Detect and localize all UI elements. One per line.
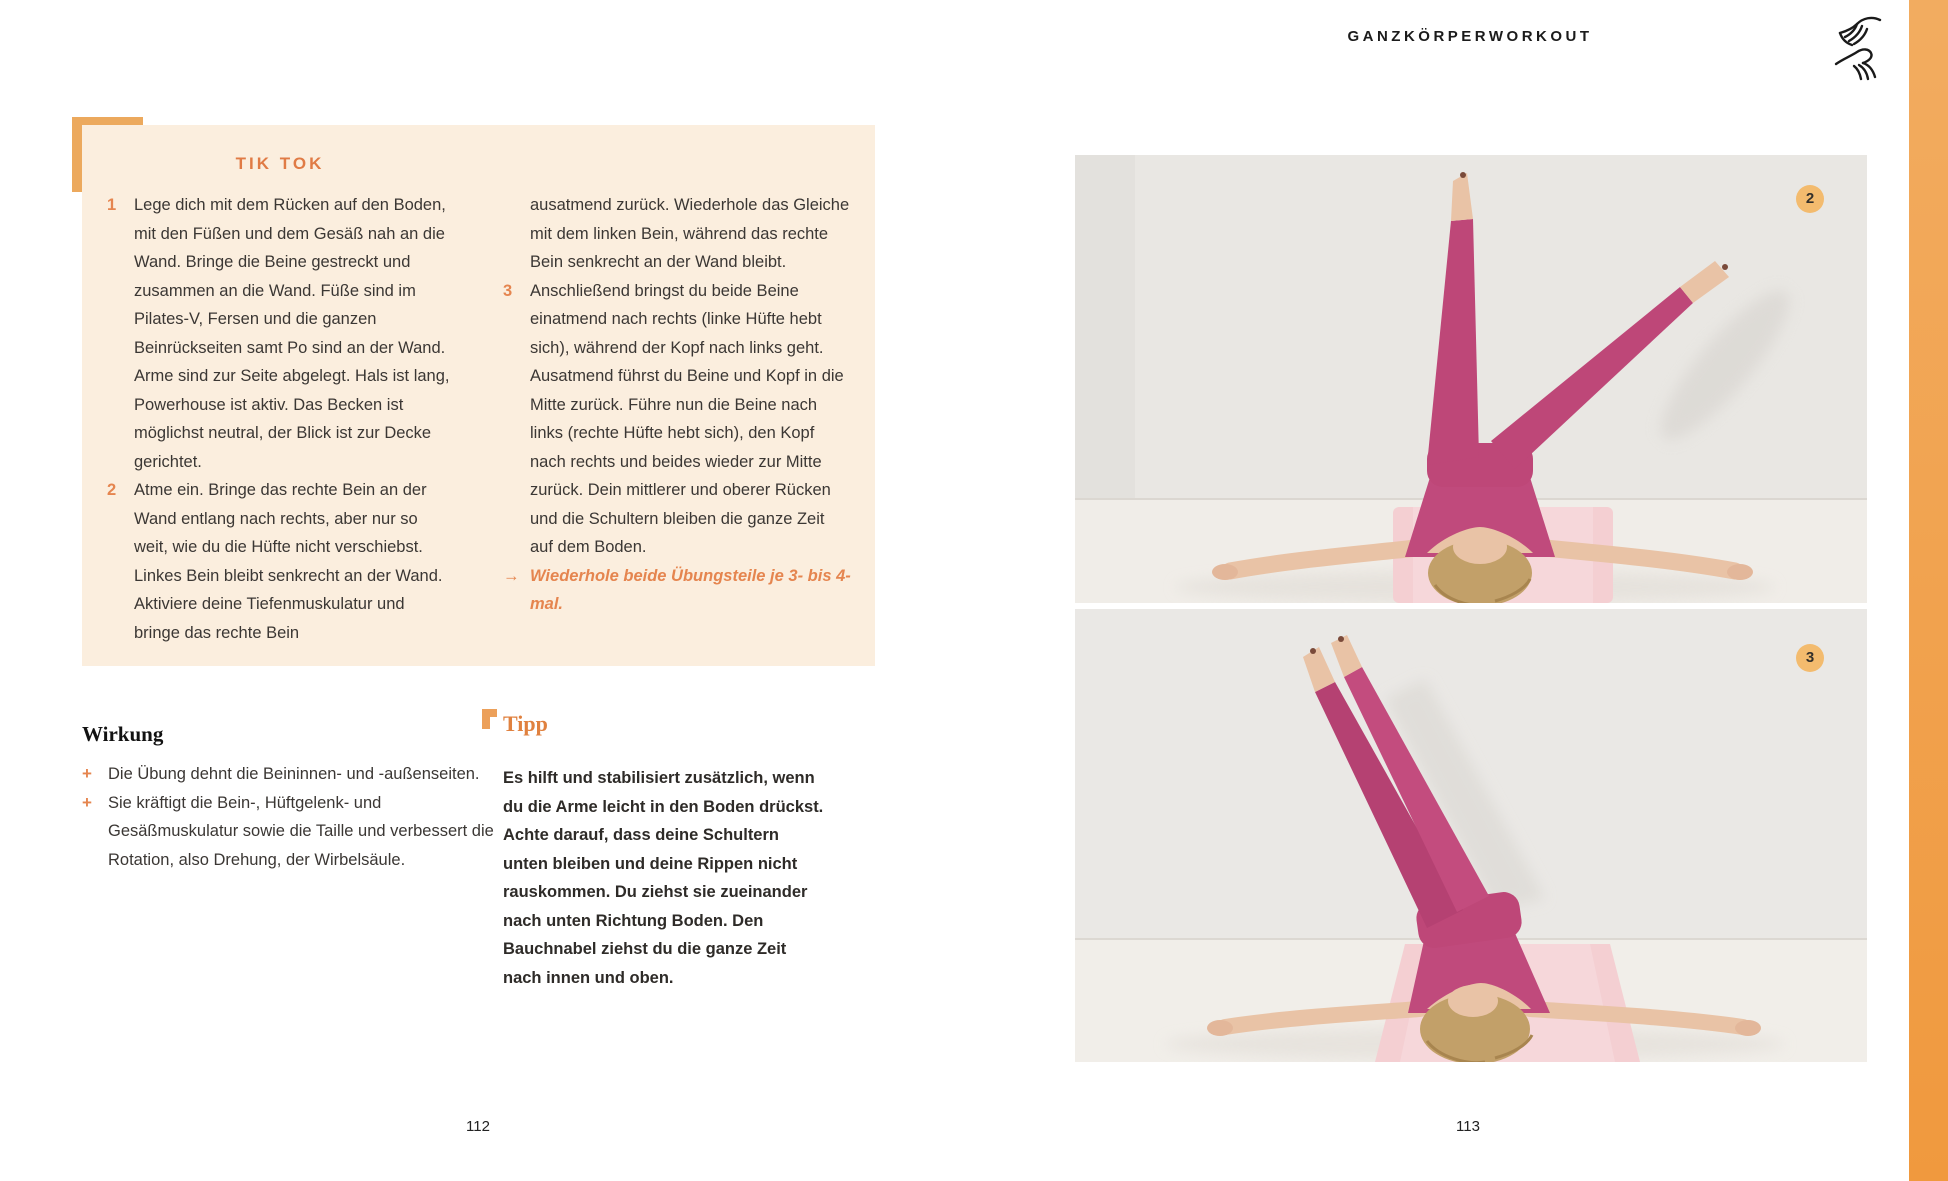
face — [1453, 530, 1507, 564]
tip-text: Es hilft und stabilisiert zusätzlich, wenn du die Arme leicht in den Boden drückst. Achte darauf, dass deine Schultern unten bleiben und deine Rippen nicht rauskommen. Du ziehst sie zueinander nach unten Richtung Boden. Den Bauchnabel ziehst du die ganze Zeit nach innen und oben. — [503, 769, 824, 987]
effect-section — [82, 722, 502, 874]
note-text: Wiederhole beide Übungsteile je 3- bis 4-mal. — [530, 566, 851, 613]
step-text: Lege dich mit dem Rücken auf den Boden, mit den Füßen und dem Gesäß nah an die Wand. Bringe die Beine gestreckt und zusammen an die Wand. Füße sind im Pilates-V, Fersen und die ganzen Beinrückseiten samt Po sind an der Wand. Arme sind zur Seite abgelegt. Hals ist lang, Powerhouse ist aktiv. Das Becken ist möglichst neutral, der Blick ist zur Decke gerichtet. — [134, 196, 450, 471]
step-badge-3: 3 — [1796, 644, 1824, 672]
step-number: 1 — [107, 196, 117, 214]
instruction-step-2 — [107, 476, 453, 647]
effect-text: Sie kräftigt die Bein-, Hüftgelenk- und Gesäßmuskulatur sowie die Taille und verbessert die Rotation, also Drehung, der Wirbelsäule. — [108, 793, 494, 869]
step-number: 3 — [503, 281, 513, 300]
effect-item-1 — [82, 760, 502, 789]
exercise-photo-step-3 — [1075, 609, 1867, 1062]
step-text: Anschließend bringst du beide Beine einatmend nach rechts (linke Hüfte hebt sich), während der Kopf nach links geht. Ausatmend führst du Beine und Kopf in die Mitte zurück. Führe nun die Beine nach links (rechte Hüfte hebt sich), den Kopf nach rechts und beides wieder zur Mitte zurück. Dein mittlerer und oberer Rücken und die Schultern bleiben die ganze Zeit auf dem Boden. — [530, 281, 844, 556]
repeat-note — [503, 562, 851, 619]
instructions-column-2 — [503, 191, 851, 619]
effect-text: Die Übung dehnt die Beininnen- und -außenseiten. — [108, 765, 480, 783]
exercise-instruction-box — [82, 125, 875, 666]
step-text: ausatmend zurück. Wiederhole das Gleiche mit dem linken Bein, während das rechte Bein senkrecht an der Wand bleibt. — [530, 196, 850, 271]
effect-heading: Wirkung — [82, 722, 164, 746]
arrow-icon: → — [503, 566, 520, 585]
step-text: Atme ein. Bringe das rechte Bein an der Wand entlang nach rechts, aber nur so weit, wie du die Hüfte nicht verschiebst. Linkes Bein bleibt senkrecht an der Wand. Aktiviere deine Tiefenmuskulatur und bringe das rechte Bein — [134, 481, 443, 642]
page-number-right: 113 — [1456, 1118, 1480, 1135]
instruction-step-1 — [107, 191, 453, 476]
instruction-step-2-continued — [503, 191, 851, 277]
photo-illustration-step-3 — [1075, 609, 1867, 1062]
plus-bullet-icon: + — [82, 792, 92, 812]
corner-bracket-decoration — [482, 709, 497, 729]
face — [1448, 985, 1498, 1017]
effect-item-2 — [82, 789, 502, 875]
plus-bullet-icon: + — [82, 764, 92, 783]
exercise-photo-step-2 — [1075, 155, 1867, 603]
instruction-step-3 — [503, 277, 851, 562]
step-badge-2: 2 — [1796, 185, 1824, 213]
tip-heading: Tipp — [503, 711, 548, 736]
running-head-title: GANZKÖRPERWORKOUT — [1347, 28, 1593, 45]
photo-illustration-step-2 — [1075, 155, 1867, 603]
page-edge-tab — [1909, 0, 1948, 1181]
helping-hands-icon — [1818, 14, 1888, 84]
page-number-left: 112 — [466, 1118, 490, 1135]
exercise-title: TIK TOK — [235, 154, 325, 173]
step-number: 2 — [107, 481, 117, 499]
instructions-column-1 — [107, 191, 453, 647]
